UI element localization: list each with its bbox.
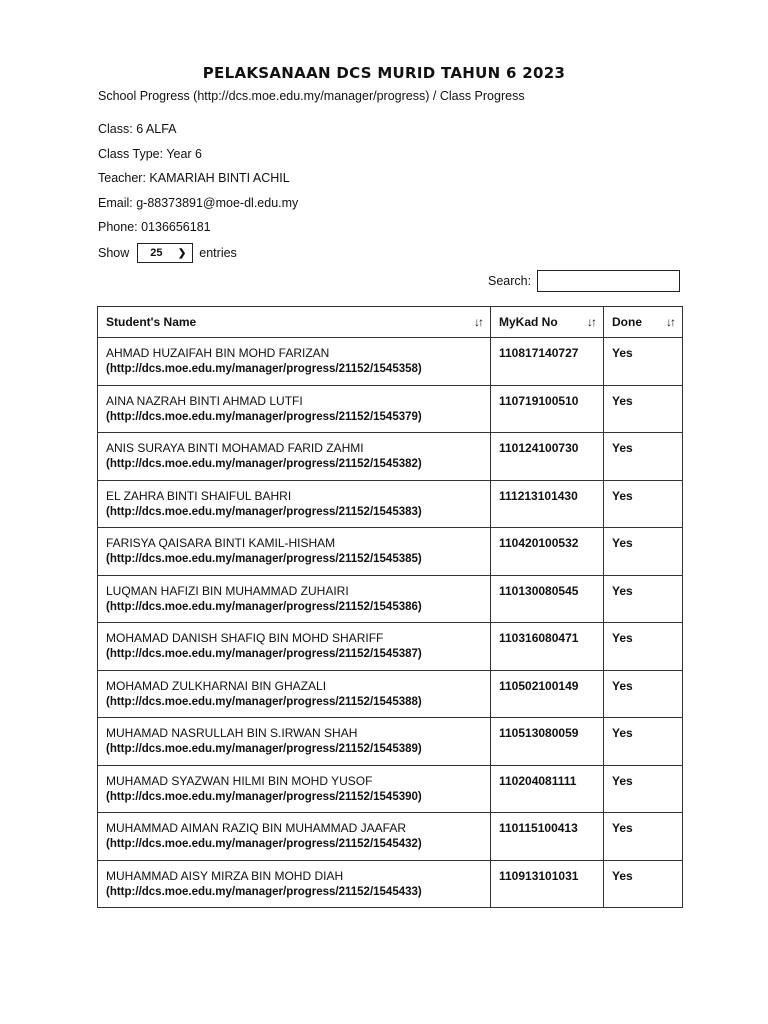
student-name[interactable]: LUQMAN HAFIZI BIN MUHAMMAD ZUHAIRI [106,583,349,598]
student-name[interactable]: AINA NAZRAH BINTI AHMAD LUTFI [106,393,303,408]
mykad-cell: 110204081111 [491,765,604,813]
student-progress-link[interactable]: (http://dcs.moe.edu.my/manager/progress/21152/1545379) [106,410,422,423]
done-cell: Yes [604,338,683,386]
student-name-cell [98,528,491,576]
phone-label: Phone: 0136656181 [98,220,211,234]
column-header-label: Student's Name [106,315,197,329]
done-cell: Yes [604,433,683,481]
student-progress-link[interactable]: (http://dcs.moe.edu.my/manager/progress/21152/1545432) [106,838,422,850]
student-name[interactable]: MOHAMAD ZULKHARNAI BIN GHAZALI [106,678,327,693]
mykad-cell: 110316080471 [491,623,604,671]
entries-label: entries [199,246,237,260]
class-label: Class: 6 ALFA [98,122,177,136]
mykad-cell: 110124100730 [491,433,604,481]
done-cell: Yes [604,718,683,766]
done-cell: Yes [604,480,683,528]
mykad-cell: 110817140727 [491,338,604,386]
done-cell: Yes [604,528,683,576]
done-cell: Yes [604,575,683,623]
table-row [98,623,683,671]
table-row [98,575,683,623]
table-row [98,385,683,433]
page-title: PELAKSANAAN DCS MURID TAHUN 6 2023 [202,64,566,82]
table-row [98,338,683,386]
teacher-label: Teacher: KAMARIAH BINTI ACHIL [98,171,290,185]
table-row [98,813,683,861]
sort-icon[interactable]: ↓↑ [474,315,482,329]
student-progress-link[interactable]: (http://dcs.moe.edu.my/manager/progress/21152/1545383) [106,505,422,518]
search-control [488,270,680,292]
table-row [98,765,683,813]
student-progress-link[interactable]: (http://dcs.moe.edu.my/manager/progress/21152/1545382) [106,458,422,470]
column-header-label: MyKad No [499,315,558,329]
mykad-cell: 110115100413 [491,813,604,861]
column-header-name[interactable] [98,307,491,338]
breadcrumb[interactable]: School Progress (http://dcs.moe.edu.my/manager/progress) / Class Progress [98,89,525,103]
student-name[interactable]: FARISYA QAISARA BINTI KAMIL-HISHAM [106,536,336,550]
student-name-cell [98,575,491,623]
search-label: Search: [488,274,532,288]
student-name-cell [98,480,491,528]
mykad-cell: 111213101430 [491,480,604,528]
sort-icon[interactable]: ↓↑ [666,315,674,329]
student-progress-link[interactable]: (http://dcs.moe.edu.my/manager/progress/21152/1545389) [106,743,422,755]
student-name-cell [98,765,491,813]
student-name[interactable]: MUHAMAD NASRULLAH BIN S.IRWAN SHAH [106,726,358,740]
mykad-cell: 110130080545 [491,575,604,623]
class-type-label: Class Type: Year 6 [98,147,203,161]
table-row [98,528,683,576]
table-row [98,480,683,528]
student-progress-link[interactable]: (http://dcs.moe.edu.my/manager/progress/21152/1545390) [106,790,422,803]
column-header-label: Done [612,315,642,329]
student-progress-link[interactable]: (http://dcs.moe.edu.my/manager/progress/21152/1545358) [106,363,422,375]
student-progress-link[interactable]: (http://dcs.moe.edu.my/manager/progress/21152/1545388) [106,695,422,708]
student-name[interactable]: MOHAMAD DANISH SHAFIQ BIN MOHD SHARIFF [106,631,384,645]
student-progress-link[interactable]: (http://dcs.moe.edu.my/manager/progress/21152/1545386) [106,600,422,613]
students-table [97,306,683,908]
entries-select-value: 25 [150,247,163,259]
student-name[interactable]: MUHAMMAD AISY MIRZA BIN MOHD DIAH [106,868,344,883]
student-progress-link[interactable]: (http://dcs.moe.edu.my/manager/progress/21152/1545387) [106,648,422,660]
column-header-done[interactable] [604,307,683,338]
mykad-cell: 110420100532 [491,528,604,576]
student-name-cell [98,433,491,481]
student-name-cell [98,670,491,718]
table-row [98,670,683,718]
table-row [98,718,683,766]
entries-length-control [98,243,237,263]
show-label: Show [98,246,130,260]
done-cell: Yes [604,765,683,813]
sort-icon[interactable]: ↓↑ [587,315,595,329]
student-name-cell [98,338,491,386]
student-name[interactable]: MUHAMMAD AIMAN RAZIQ BIN MUHAMMAD JAAFAR [106,821,407,835]
student-name[interactable]: ANIS SURAYA BINTI MOHAMAD FARID ZAHMI [106,441,364,455]
done-cell: Yes [604,670,683,718]
chevron-down-icon: ❯ [177,247,187,259]
student-name[interactable]: AHMAD HUZAIFAH BIN MOHD FARIZAN [106,346,330,360]
student-progress-link[interactable]: (http://dcs.moe.edu.my/manager/progress/21152/1545433) [106,885,422,898]
student-name-cell [98,813,491,861]
student-name[interactable]: EL ZAHRA BINTI SHAIFUL BAHRI [106,488,292,503]
mykad-cell: 110513080059 [491,718,604,766]
mykad-cell: 110913101031 [491,860,604,908]
done-cell: Yes [604,385,683,433]
student-name[interactable]: MUHAMAD SYAZWAN HILMI BIN MOHD YUSOF [106,773,373,788]
student-progress-link[interactable]: (http://dcs.moe.edu.my/manager/progress/21152/1545385) [106,553,422,565]
student-name-cell [98,718,491,766]
student-name-cell [98,860,491,908]
table-row [98,433,683,481]
mykad-cell: 110719100510 [491,385,604,433]
done-cell: Yes [604,813,683,861]
mykad-cell: 110502100149 [491,670,604,718]
search-input[interactable] [537,270,680,292]
column-header-mykad[interactable] [491,307,604,338]
table-row [98,860,683,908]
done-cell: Yes [604,623,683,671]
table-header-row [98,307,683,338]
done-cell: Yes [604,860,683,908]
email-label: Email: g-88373891@moe-dl.edu.my [98,196,299,210]
entries-select[interactable] [137,243,193,263]
student-name-cell [98,385,491,433]
student-name-cell [98,623,491,671]
